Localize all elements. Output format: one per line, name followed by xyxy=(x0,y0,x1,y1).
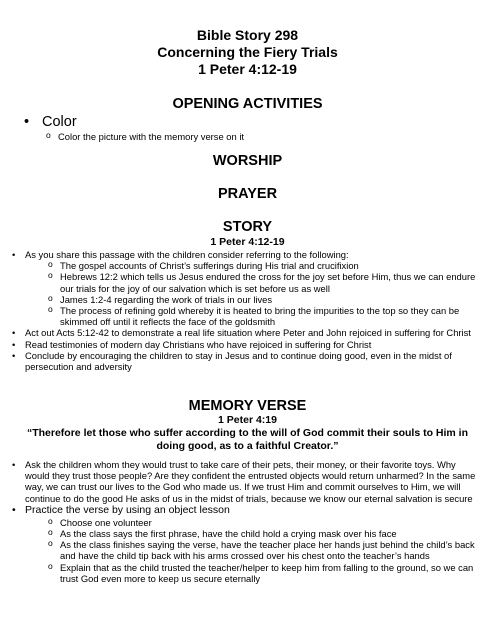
color-item-label: Color xyxy=(42,114,77,130)
list-item xyxy=(0,294,480,305)
story-reference: 1 Peter 4:12-19 xyxy=(198,61,297,77)
list-item-text: Explain that as the child trusted the teacher/helper to keep him from falling to the ground, so we can trust God even more to keep us secure eternally xyxy=(60,561,474,584)
list-item xyxy=(0,249,480,260)
list-item-text: As the class finishes saying the verse, have the teacher place her hands just behind the child’s back and have the child tip back with his arms crossed over his chest onto the teacher’s hands xyxy=(60,539,475,562)
story-heading: STORY xyxy=(222,219,273,235)
opening-activities-heading: OPENING ACTIVITIES xyxy=(172,96,323,112)
list-item xyxy=(0,528,480,539)
color-subitem-text: Color the picture with the memory verse on it xyxy=(58,131,245,142)
color-subitem xyxy=(46,130,245,142)
list-item-text: James 1:2-4 regarding the work of trials in our lives xyxy=(60,293,273,305)
list-item xyxy=(0,504,480,517)
story-list xyxy=(0,249,480,372)
list-item xyxy=(0,271,480,293)
list-item-text: The gospel accounts of Christ’s sufferings during His trial and crucifixion xyxy=(60,260,359,272)
list-item-text: Read testimonies of modern day Christians who have rejoiced in suffering for Christ xyxy=(25,338,372,350)
memory-list xyxy=(0,459,480,584)
list-item xyxy=(0,350,480,372)
list-item xyxy=(0,562,480,584)
sub-bullet-icon: o xyxy=(46,130,51,140)
bullet-icon: • xyxy=(24,114,30,130)
list-item-text: As you share this passage with the children consider referring to the following: xyxy=(25,249,349,260)
list-item-text: Conclude by encouraging the children to stay in Jesus and to continue doing good, even in the midst of persecution and adversity xyxy=(25,349,452,373)
memory-verse-text: “Therefore let those who suffer according to the will of God commit their souls to Him in doing good, as to a faithful Creator.” xyxy=(26,427,469,452)
list-item-text: Practice the verse by using an object lesson xyxy=(25,503,230,516)
worship-heading: WORSHIP xyxy=(212,153,283,169)
list-item-text: Act out Acts 5:12-42 to demonstrate a real life situation where Peter and John rejoiced in suffering for Christ xyxy=(25,327,471,339)
memory-verse-heading: MEMORY VERSE xyxy=(188,398,307,414)
list-item xyxy=(0,327,480,338)
list-item xyxy=(0,459,480,504)
story-passage-reference: 1 Peter 4:12-19 xyxy=(210,236,285,248)
color-item xyxy=(24,113,77,131)
list-item-text: As the class says the first phrase, have the child hold a crying mask over his face xyxy=(60,528,397,540)
story-number: Bible Story 298 xyxy=(196,27,299,43)
list-item-text: Hebrews 12:2 which tells us Jesus endured the cross for the joy set before Him, thus we can endure our trials for the joy of our salvation which is set before us as well xyxy=(60,271,476,294)
list-item xyxy=(0,260,480,271)
list-item xyxy=(0,539,480,561)
list-item xyxy=(0,339,480,350)
memory-verse-reference: 1 Peter 4:19 xyxy=(218,414,277,426)
list-item-text: Ask the children whom they would trust to take care of their pets, their money, or their favorite toys. Why would they trust those people? Are they confident the entrusted objects would return unharmed? In the same way, we can trust our lives to the God who made us. If we trust Him and commit ourselves to Him, we will continue to do the good He asks of us in the midst of trials, because we know our eternal salvation is secure xyxy=(25,459,476,504)
story-title: Concerning the Fiery Trials xyxy=(157,44,338,60)
list-item-text: Choose one volunteer xyxy=(60,516,152,528)
title-block xyxy=(0,27,495,78)
list-item xyxy=(0,305,480,327)
list-item xyxy=(0,517,480,528)
list-item-text: The process of refining gold whereby it is heated to bring the impurities to the top so they can be skimmed off until it reflects the face of the goldsmith xyxy=(60,305,460,328)
prayer-heading: PRAYER xyxy=(217,186,278,202)
